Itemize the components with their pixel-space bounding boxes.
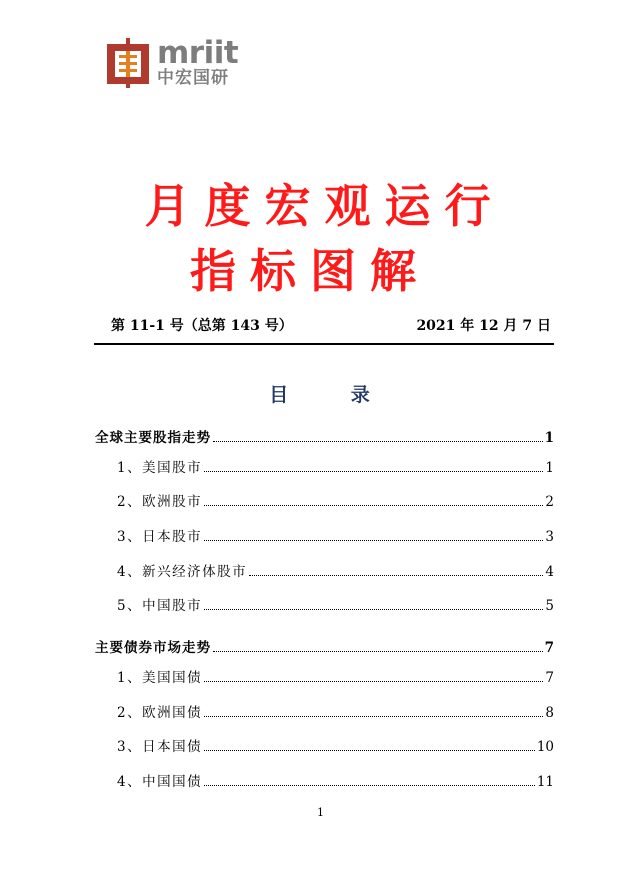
toc-leader-dots [204, 504, 543, 506]
toc-section-label: 主要债券市场走势 [95, 640, 211, 656]
toc-item-label: 1、美国国债 [117, 670, 203, 686]
toc-item-label: 3、日本股市 [117, 529, 203, 545]
toc-item-cn-stocks[interactable] [117, 594, 554, 614]
mriit-logo-mark-icon [107, 38, 149, 88]
toc-page-number: 11 [536, 774, 554, 790]
toc-item-label: 1、美国股市 [117, 460, 203, 476]
logo-brand-cn: 中宏国研 [157, 68, 229, 88]
toc-item-us-bonds[interactable] [117, 666, 554, 686]
toc-page-number: 1 [544, 430, 554, 446]
toc-item-cn-bonds[interactable] [117, 770, 554, 790]
toc-item-label: 3、日本国债 [117, 739, 203, 755]
toc-page-number: 5 [545, 598, 554, 614]
toc-page-number: 8 [545, 705, 554, 721]
toc-page-number: 4 [545, 564, 554, 580]
toc-item-em-stocks[interactable] [117, 560, 554, 580]
toc-section-stock-indices[interactable] [95, 426, 554, 446]
toc-leader-dots [204, 680, 543, 682]
toc-item-label: 4、新兴经济体股市 [117, 564, 248, 580]
issue-date: 2021 年 12 月 7 日 [416, 318, 551, 334]
toc-leader-dots [204, 749, 535, 751]
header-divider [94, 343, 554, 345]
report-title-line1: 月度宏观运行 [144, 179, 505, 233]
footer-page-number: 1 [317, 806, 324, 819]
toc-item-jp-bonds[interactable] [117, 735, 554, 755]
toc-item-jp-stocks[interactable] [117, 525, 554, 545]
toc-page-number: 7 [544, 640, 554, 656]
mriit-logo [107, 35, 239, 88]
toc-leader-dots [204, 608, 543, 610]
toc-page-number: 3 [545, 529, 554, 545]
toc-item-label: 2、欧洲国债 [117, 705, 203, 721]
report-title-line2: 指标图解 [190, 244, 430, 298]
toc-page-number: 2 [545, 494, 554, 510]
logo-brand-en: mriit [157, 35, 239, 71]
toc-leader-dots [249, 574, 543, 576]
toc-leader-dots [204, 715, 543, 717]
toc-leader-dots [213, 440, 543, 442]
toc-item-eu-stocks[interactable] [117, 490, 554, 510]
toc-leader-dots [204, 784, 535, 786]
toc-leader-dots [204, 539, 543, 541]
issue-number: 第 11-1 号（总第 143 号） [111, 318, 293, 334]
toc-leader-dots [213, 650, 543, 652]
toc-item-label: 5、中国股市 [117, 598, 203, 614]
toc-page-number: 7 [545, 670, 554, 686]
toc-item-us-stocks[interactable] [117, 456, 554, 476]
toc-item-label: 4、中国国债 [117, 774, 203, 790]
toc-item-label: 2、欧洲股市 [117, 494, 203, 510]
toc-section-label: 全球主要股指走势 [95, 430, 211, 446]
toc-section-bond-markets[interactable] [95, 636, 554, 656]
toc-page-number: 1 [545, 460, 554, 476]
toc-item-eu-bonds[interactable] [117, 701, 554, 721]
toc-heading: 目 录 [269, 384, 398, 406]
toc-leader-dots [204, 470, 543, 472]
toc-page-number: 10 [536, 739, 554, 755]
